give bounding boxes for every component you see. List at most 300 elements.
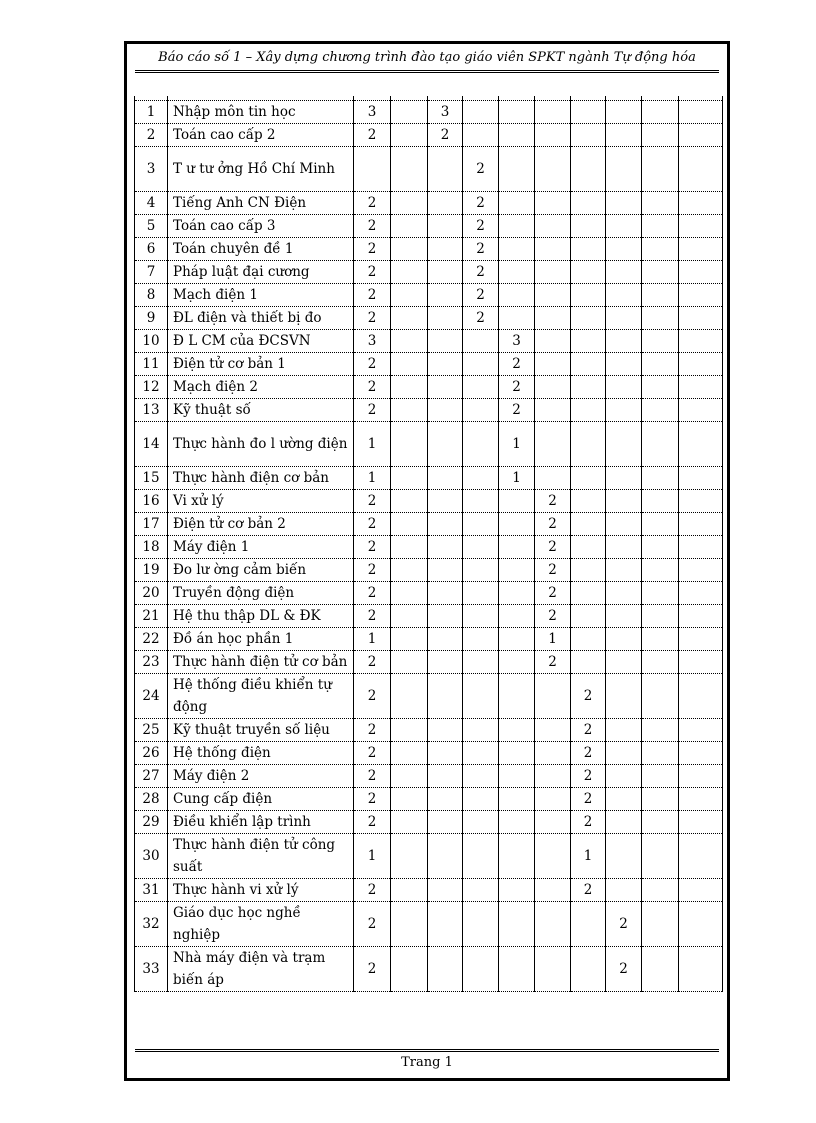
semester-cell: [571, 902, 606, 947]
semester-cell: [428, 467, 463, 490]
course-name: Đồ án học phần 1: [168, 628, 354, 651]
semester-cell: [642, 559, 679, 582]
credits-cell: 2: [354, 651, 391, 674]
semester-cell: [642, 261, 679, 284]
semester-cell: [535, 261, 571, 284]
table-row: [135, 284, 723, 307]
credits-cell: 3: [354, 330, 391, 353]
credits-cell: 3: [354, 101, 391, 124]
course-name: Điện tử cơ bản 1: [168, 353, 354, 376]
semester-cell: 2: [535, 582, 571, 605]
semester-cell: [391, 674, 428, 719]
semester-cell: 2: [571, 719, 606, 742]
semester-cell: [642, 353, 679, 376]
semester-cell: [391, 307, 428, 330]
semester-cell: [463, 376, 499, 399]
semester-cell: [428, 353, 463, 376]
semester-cell: [428, 261, 463, 284]
semester-cell: [642, 947, 679, 992]
semester-cell: [606, 490, 642, 513]
semester-cell: [606, 399, 642, 422]
semester-cell: [463, 399, 499, 422]
row-number: 6: [135, 238, 168, 261]
semester-cell: [679, 422, 723, 467]
row-number: 19: [135, 559, 168, 582]
table-row: [135, 902, 723, 947]
semester-cell: [535, 101, 571, 124]
table-row: [135, 811, 723, 834]
semester-cell: [463, 513, 499, 536]
semester-cell: [606, 215, 642, 238]
semester-cell: [499, 513, 535, 536]
semester-cell: [606, 719, 642, 742]
semester-cell: [391, 124, 428, 147]
semester-cell: 2: [499, 399, 535, 422]
semester-cell: 2: [571, 879, 606, 902]
row-number: 22: [135, 628, 168, 651]
row-number: 4: [135, 192, 168, 215]
semester-cell: [535, 719, 571, 742]
table-row: [135, 947, 723, 992]
semester-cell: [679, 651, 723, 674]
semester-cell: [642, 742, 679, 765]
semester-cell: 2: [499, 376, 535, 399]
credits-cell: 2: [354, 376, 391, 399]
semester-cell: [571, 376, 606, 399]
semester-cell: [679, 765, 723, 788]
semester-cell: 3: [428, 101, 463, 124]
semester-cell: [499, 742, 535, 765]
semester-cell: [571, 238, 606, 261]
semester-cell: [499, 947, 535, 992]
course-name: Kỹ thuật truyền số liệu: [168, 719, 354, 742]
semester-cell: [499, 147, 535, 192]
credits-cell: 2: [354, 742, 391, 765]
table-row: [135, 215, 723, 238]
semester-cell: [463, 353, 499, 376]
course-name: Kỹ thuật số: [168, 399, 354, 422]
semester-cell: [535, 811, 571, 834]
credits-cell: 2: [354, 353, 391, 376]
semester-cell: [428, 513, 463, 536]
semester-cell: [391, 811, 428, 834]
semester-cell: 2: [428, 124, 463, 147]
semester-cell: [391, 376, 428, 399]
semester-cell: [391, 399, 428, 422]
semester-cell: [642, 582, 679, 605]
semester-cell: [391, 788, 428, 811]
row-number: 7: [135, 261, 168, 284]
semester-cell: [606, 147, 642, 192]
semester-cell: [642, 215, 679, 238]
semester-cell: [428, 192, 463, 215]
row-number: 27: [135, 765, 168, 788]
table-row: [135, 582, 723, 605]
course-name: Thực hành điện tử công suất: [168, 834, 354, 879]
semester-cell: [428, 674, 463, 719]
semester-cell: 2: [463, 307, 499, 330]
semester-cell: [463, 674, 499, 719]
semester-cell: [499, 284, 535, 307]
semester-cell: [463, 651, 499, 674]
semester-cell: [391, 742, 428, 765]
table-row: [135, 628, 723, 651]
semester-cell: 2: [535, 513, 571, 536]
semester-cell: [606, 353, 642, 376]
semester-cell: [679, 788, 723, 811]
page-frame: [124, 41, 730, 1081]
course-name: Hệ thu thập DL & ĐK: [168, 605, 354, 628]
row-number: 28: [135, 788, 168, 811]
credits-cell: 1: [354, 422, 391, 467]
semester-cell: [642, 307, 679, 330]
semester-cell: [679, 582, 723, 605]
semester-cell: [535, 834, 571, 879]
semester-cell: [606, 582, 642, 605]
semester-cell: [428, 582, 463, 605]
semester-cell: [428, 147, 463, 192]
semester-cell: [391, 559, 428, 582]
semester-cell: [535, 192, 571, 215]
semester-cell: [499, 765, 535, 788]
semester-cell: [571, 399, 606, 422]
course-name: ĐL điện và thiết bị đo: [168, 307, 354, 330]
semester-cell: [571, 947, 606, 992]
row-number: 15: [135, 467, 168, 490]
credits-cell: 2: [354, 582, 391, 605]
semester-cell: [391, 353, 428, 376]
semester-cell: [606, 422, 642, 467]
semester-cell: [499, 834, 535, 879]
semester-cell: [571, 605, 606, 628]
semester-cell: [679, 947, 723, 992]
semester-cell: [606, 651, 642, 674]
semester-cell: [679, 238, 723, 261]
semester-cell: 2: [499, 353, 535, 376]
semester-cell: 2: [535, 536, 571, 559]
semester-cell: [499, 674, 535, 719]
semester-cell: [463, 719, 499, 742]
course-name: Đo lư ờng cảm biến: [168, 559, 354, 582]
semester-cell: 1: [499, 467, 535, 490]
semester-cell: [535, 742, 571, 765]
semester-cell: [391, 947, 428, 992]
credits-cell: 2: [354, 947, 391, 992]
row-number: 18: [135, 536, 168, 559]
semester-cell: [499, 788, 535, 811]
semester-cell: [391, 330, 428, 353]
semester-cell: [463, 628, 499, 651]
table-row: [135, 399, 723, 422]
semester-cell: [391, 192, 428, 215]
credits-cell: 2: [354, 192, 391, 215]
semester-cell: [606, 536, 642, 559]
credits-cell: 1: [354, 467, 391, 490]
credits-cell: 2: [354, 879, 391, 902]
semester-cell: [391, 261, 428, 284]
semester-cell: [571, 651, 606, 674]
semester-cell: [642, 192, 679, 215]
credits-cell: [354, 147, 391, 192]
semester-cell: [428, 399, 463, 422]
semester-cell: [571, 261, 606, 284]
semester-cell: [642, 674, 679, 719]
credits-cell: 2: [354, 765, 391, 788]
semester-cell: [428, 422, 463, 467]
semester-cell: [679, 467, 723, 490]
semester-cell: [679, 834, 723, 879]
semester-cell: [428, 765, 463, 788]
course-name: Điện tử cơ bản 2: [168, 513, 354, 536]
semester-cell: [463, 124, 499, 147]
table-row: [135, 651, 723, 674]
semester-cell: [391, 238, 428, 261]
semester-cell: [679, 284, 723, 307]
semester-cell: [463, 834, 499, 879]
semester-cell: [642, 399, 679, 422]
semester-cell: [679, 674, 723, 719]
credits-cell: 2: [354, 788, 391, 811]
semester-cell: [391, 834, 428, 879]
semester-cell: [535, 765, 571, 788]
semester-cell: [428, 536, 463, 559]
table-row: [135, 422, 723, 467]
semester-cell: [679, 490, 723, 513]
row-number: 16: [135, 490, 168, 513]
table-row: [135, 238, 723, 261]
semester-cell: [535, 353, 571, 376]
row-number: 13: [135, 399, 168, 422]
row-number: 12: [135, 376, 168, 399]
semester-cell: [428, 628, 463, 651]
course-name: Đ L CM của ĐCSVN: [168, 330, 354, 353]
table-row: [135, 307, 723, 330]
semester-cell: [642, 101, 679, 124]
course-name: Hệ thống điện: [168, 742, 354, 765]
table-row: [135, 765, 723, 788]
semester-cell: [535, 124, 571, 147]
course-name: Điều khiển lập trình: [168, 811, 354, 834]
semester-cell: [642, 238, 679, 261]
semester-cell: [499, 238, 535, 261]
semester-cell: [428, 284, 463, 307]
semester-cell: [535, 422, 571, 467]
semester-cell: 2: [535, 490, 571, 513]
semester-cell: [499, 490, 535, 513]
table-row: [135, 490, 723, 513]
semester-cell: [571, 307, 606, 330]
semester-cell: [391, 651, 428, 674]
course-name: Thực hành điện cơ bản: [168, 467, 354, 490]
semester-cell: [606, 261, 642, 284]
credits-cell: 2: [354, 284, 391, 307]
table-row: [135, 330, 723, 353]
semester-cell: [606, 238, 642, 261]
course-name: Thực hành đo l ường điện: [168, 422, 354, 467]
course-name: Toán cao cấp 3: [168, 215, 354, 238]
row-number: 26: [135, 742, 168, 765]
semester-cell: [679, 628, 723, 651]
table-row: [135, 261, 723, 284]
semester-cell: [642, 902, 679, 947]
semester-cell: [499, 307, 535, 330]
semester-cell: [463, 467, 499, 490]
semester-cell: [428, 947, 463, 992]
semester-cell: [679, 261, 723, 284]
semester-cell: [642, 490, 679, 513]
credits-cell: 2: [354, 307, 391, 330]
curriculum-table: [134, 96, 723, 992]
semester-cell: [428, 651, 463, 674]
table-row: [135, 101, 723, 124]
credits-cell: 2: [354, 811, 391, 834]
semester-cell: [642, 605, 679, 628]
table-row: [135, 674, 723, 719]
semester-cell: [606, 811, 642, 834]
credits-cell: 2: [354, 719, 391, 742]
semester-cell: [642, 513, 679, 536]
course-name: Cung cấp điện: [168, 788, 354, 811]
semester-cell: [571, 628, 606, 651]
semester-cell: [499, 192, 535, 215]
table-row: [135, 834, 723, 879]
semester-cell: 1: [499, 422, 535, 467]
course-name: Toán chuyên đề 1: [168, 238, 354, 261]
semester-cell: 1: [571, 834, 606, 879]
semester-cell: [679, 330, 723, 353]
semester-cell: [606, 559, 642, 582]
semester-cell: [391, 628, 428, 651]
semester-cell: [535, 788, 571, 811]
semester-cell: 2: [463, 284, 499, 307]
semester-cell: [642, 879, 679, 902]
semester-cell: [535, 330, 571, 353]
semester-cell: 3: [499, 330, 535, 353]
course-name: Toán cao cấp 2: [168, 124, 354, 147]
semester-cell: 2: [606, 902, 642, 947]
row-number: 9: [135, 307, 168, 330]
row-number: 33: [135, 947, 168, 992]
semester-cell: [535, 238, 571, 261]
semester-cell: [642, 284, 679, 307]
semester-cell: [428, 376, 463, 399]
semester-cell: [428, 879, 463, 902]
course-name: Nhập môn tin học: [168, 101, 354, 124]
semester-cell: [499, 124, 535, 147]
semester-cell: [679, 307, 723, 330]
table-row: [135, 536, 723, 559]
semester-cell: [642, 147, 679, 192]
semester-cell: [679, 559, 723, 582]
semester-cell: [679, 536, 723, 559]
semester-cell: [391, 902, 428, 947]
semester-cell: [391, 215, 428, 238]
semester-cell: [642, 628, 679, 651]
semester-cell: [606, 513, 642, 536]
semester-cell: [499, 879, 535, 902]
semester-cell: [571, 536, 606, 559]
semester-cell: [571, 330, 606, 353]
semester-cell: [499, 811, 535, 834]
semester-cell: [499, 215, 535, 238]
semester-cell: [606, 879, 642, 902]
semester-cell: [499, 719, 535, 742]
course-name: Pháp luật đại cương: [168, 261, 354, 284]
course-name: Thực hành điện tử cơ bản: [168, 651, 354, 674]
semester-cell: [428, 788, 463, 811]
semester-cell: [606, 788, 642, 811]
semester-cell: [535, 879, 571, 902]
semester-cell: [428, 330, 463, 353]
table-row: [135, 788, 723, 811]
semester-cell: [606, 192, 642, 215]
semester-cell: [679, 215, 723, 238]
row-number: 11: [135, 353, 168, 376]
semester-cell: [606, 101, 642, 124]
semester-cell: [499, 101, 535, 124]
semester-cell: [428, 490, 463, 513]
semester-cell: [428, 605, 463, 628]
semester-cell: [499, 605, 535, 628]
semester-cell: [606, 605, 642, 628]
table-row: [135, 513, 723, 536]
semester-cell: 2: [571, 788, 606, 811]
semester-cell: [391, 284, 428, 307]
semester-cell: [463, 902, 499, 947]
row-number: 17: [135, 513, 168, 536]
semester-cell: [642, 422, 679, 467]
semester-cell: [499, 261, 535, 284]
semester-cell: [679, 742, 723, 765]
semester-cell: [535, 307, 571, 330]
semester-cell: [571, 422, 606, 467]
semester-cell: [679, 124, 723, 147]
semester-cell: [428, 834, 463, 879]
semester-cell: 2: [571, 765, 606, 788]
semester-cell: 2: [535, 605, 571, 628]
semester-cell: [606, 765, 642, 788]
semester-cell: [535, 399, 571, 422]
semester-cell: [535, 467, 571, 490]
semester-cell: [535, 674, 571, 719]
semester-cell: [463, 101, 499, 124]
row-number: 1: [135, 101, 168, 124]
semester-cell: [606, 124, 642, 147]
credits-cell: 2: [354, 261, 391, 284]
semester-cell: [679, 101, 723, 124]
row-number: 21: [135, 605, 168, 628]
semester-cell: [571, 101, 606, 124]
semester-cell: [679, 513, 723, 536]
course-name: Truyền động điện: [168, 582, 354, 605]
credits-cell: 2: [354, 215, 391, 238]
semester-cell: [391, 879, 428, 902]
row-number: 29: [135, 811, 168, 834]
credits-cell: 2: [354, 238, 391, 261]
semester-cell: [642, 811, 679, 834]
semester-cell: [606, 742, 642, 765]
semester-cell: [428, 719, 463, 742]
semester-cell: [391, 605, 428, 628]
semester-cell: [679, 902, 723, 947]
semester-cell: [391, 467, 428, 490]
semester-cell: [679, 192, 723, 215]
semester-cell: [391, 101, 428, 124]
credits-cell: 2: [354, 559, 391, 582]
semester-cell: [463, 742, 499, 765]
semester-cell: [499, 536, 535, 559]
semester-cell: [391, 490, 428, 513]
